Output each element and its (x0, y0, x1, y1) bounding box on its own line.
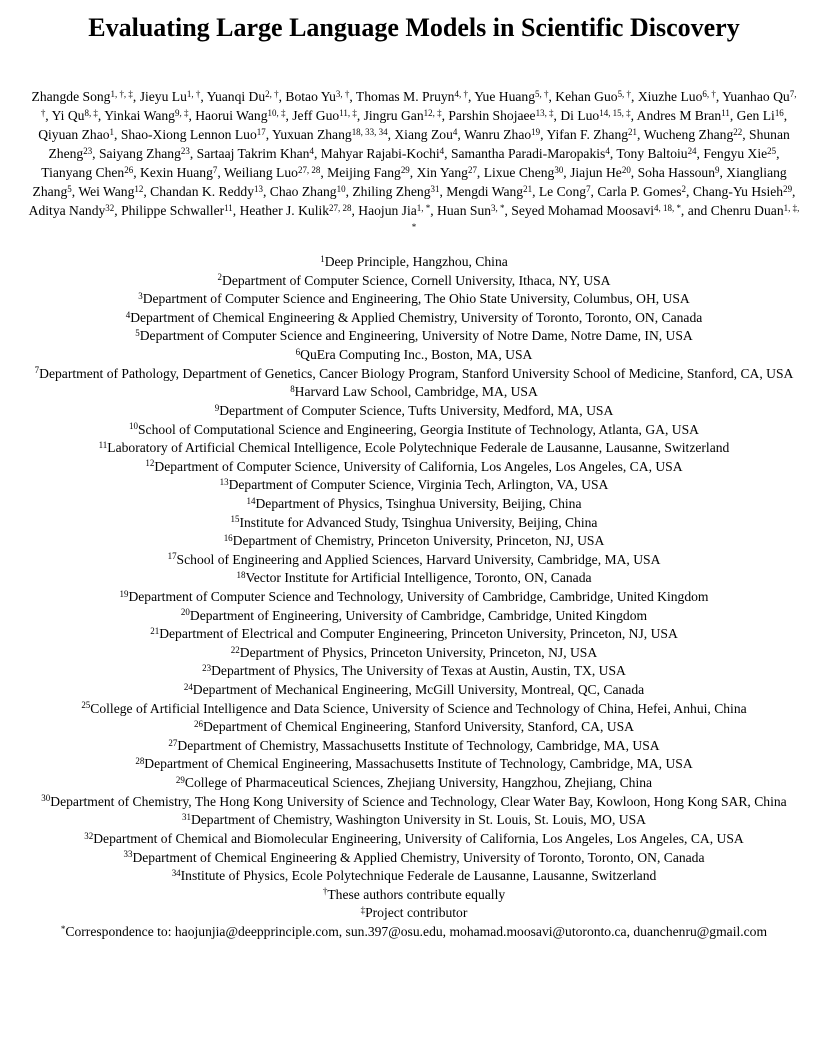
footnote-marker: ‡ (360, 905, 366, 916)
author: Aditya Nandy$^{32}$, (28, 203, 122, 219)
author-superscript: 29 (783, 184, 793, 195)
author: Di Luo$^{14, 15, \ddagger}$, (560, 107, 637, 124)
footnote: †These authors contribute equally (322, 886, 506, 902)
affiliation-marker: 15 (230, 514, 240, 525)
author-superscript: 32 (105, 203, 115, 214)
footnote-marker: * (60, 923, 66, 934)
author: Yi $Qu^{8, \ddagger}$, (51, 107, 105, 124)
author: Haojun Jia$^{1, *}$, (358, 203, 438, 219)
affiliation: $^{16}$Department of Chemistry, Princeton University, Princeton, NJ, USA (223, 532, 605, 549)
affiliation: $^{27}$Department of Chemistry, Massachusetts Institute of Technology, Cambridge, MA, USA (168, 737, 660, 753)
affiliation: $^{12}$Department of Computer Science, University of California, Los Angeles, Los Angeles, CA, USA (145, 458, 683, 474)
author-superscript: 22 (733, 126, 743, 137)
author: Chao Zhang$^{10}$, (269, 184, 353, 200)
author-superscript: 7 (212, 165, 218, 176)
affiliation: $^{19}$Department of Computer Science and Technology, University of Cambridge, Cambridge, United Kingdom (119, 588, 709, 604)
affiliation: $^{30}$Department of Chemistry, The Hong Kong University of Science and Technology, Clear Water Bay, Kowloon, Hong Kong SAR, China (41, 793, 787, 809)
affiliation: $^{11}$Laboratory of Artificial Chemical Intelligence, Ecole Polytechnique Federale de Lausanne, Lausanne, Switzerland (98, 439, 730, 456)
author-superscript: 4, † (454, 88, 468, 99)
author-superscript: 4 (452, 126, 458, 137)
author: Meijing Fang$^{29}$, (327, 165, 417, 181)
author: and Chenru Duan$^{1, \ddagger, *}$ (411, 203, 800, 233)
affiliation-marker: 29 (175, 774, 185, 785)
author-superscript: 23 (83, 145, 93, 156)
author-superscript: 8, ‡ (84, 107, 98, 118)
author-superscript: 27, 28 (329, 203, 352, 214)
author: Heather J. Kulik$^{27, 28}$, (239, 203, 359, 219)
author: Jeff Guo$^{11, \ddagger}$, (292, 107, 364, 124)
footnote-list (28, 886, 800, 942)
author-superscript: 2, † (265, 88, 279, 99)
author: Qiyuan Zhao$^1$, (38, 126, 121, 143)
author: Parshin Shojaee$^{13, \ddagger}$, (448, 107, 561, 124)
author: Xiang Zou$^4$, (394, 126, 464, 143)
author: Jingru Gan$^{12, \ddagger}$, (363, 107, 449, 124)
author: Yifan F. Zhang$^{21}$, (546, 126, 644, 143)
author-superscript: 1, †, ‡ (110, 88, 133, 99)
author-superscript: 4, 18, * (654, 203, 681, 214)
author-superscript: 13 (254, 184, 263, 195)
author: Xiuzhe Luo$^{6, \dagger}$, (637, 88, 723, 105)
affiliation: $^9$Department of Computer Science, Tufts University, Medford, MA, USA (214, 402, 614, 418)
author-superscript: 25 (767, 145, 777, 156)
affiliation: $^5$Department of Computer Science and Engineering, University of Notre Dame, Notre Dame, IN, USA (135, 328, 693, 344)
affiliation-marker: 32 (84, 830, 94, 841)
author: Soha Hassoun$^9$, (637, 165, 727, 181)
affiliation: $^{34}$Institute of Physics, Ecole Polytechnique Federale de Lausanne, Lausanne, Switzerland (171, 867, 657, 884)
affiliation-marker: 14 (246, 495, 256, 506)
author: Yinkai Wang$^{9, \ddagger}$, (104, 107, 196, 124)
author: Gen Li$^{16}$, (736, 107, 788, 124)
author: Sartaaj Takrim Khan$^4$, (196, 145, 321, 162)
affiliation: $^{17}$School of Engineering and Applied Sciences, Harvard University, Cambridge, MA, USA (167, 551, 661, 567)
author-superscript: 3, † (335, 88, 350, 99)
footnote: *Correspondence to: haojunjia@deepprinciple.com, sun.397@osu.edu, mohamad.moosavi@utoronto.ca, duanchenru@gmail.com (60, 923, 768, 939)
author: Xin Yang$^{27}$, (416, 165, 484, 181)
author-superscript: 27, 28 (297, 165, 321, 176)
author: Zhangde Song$^{1, \dagger, \ddagger}$, (31, 88, 140, 105)
author: Haorui Wang$^{10, \ddagger}$, (195, 107, 293, 124)
affiliation-marker: 9 (214, 402, 220, 413)
affiliation-marker: 26 (194, 718, 203, 729)
affiliation-marker: 25 (81, 700, 91, 711)
author: Wei Wang$^{12}$, (78, 184, 151, 200)
author: Xiangliang Zhang$^5$, (32, 165, 787, 200)
author: Jiajun He$^{20}$, (570, 165, 638, 181)
author-superscript: 17 (256, 126, 266, 137)
affiliation: $^6$QuEra Computing Inc., Boston, MA, USA (295, 346, 533, 363)
affiliation: $^{33}$Department of Chemical Engineering & Applied Chemistry, University of Toronto, Toronto, ON, Canada (123, 849, 705, 865)
affiliation: $^{23}$Department of Physics, The University of Texas at Austin, Austin, TX, USA (202, 663, 626, 679)
author: Yuanhao $Qu^{7, \dagger}$, (40, 88, 797, 124)
affiliation: $^{28}$Department of Chemical Engineering, Massachusetts Institute of Technology, Cambridge, MA, USA (135, 756, 693, 772)
author-superscript: 5, † (617, 88, 632, 99)
author-superscript: 24 (687, 145, 697, 156)
affiliation-marker: 5 (135, 328, 140, 339)
affiliation-marker: 6 (295, 346, 301, 357)
affiliation-marker: 30 (41, 793, 51, 804)
affiliation: $^{24}$Department of Mechanical Engineering, McGill University, Montreal, QC, Canada (183, 681, 645, 698)
affiliation-marker: 8 (290, 384, 295, 394)
affiliation-marker: 28 (135, 756, 145, 767)
author-superscript: 4 (309, 145, 314, 156)
author: Andres M Bran$^{11}$, (636, 107, 737, 124)
affiliation-marker: 12 (145, 458, 155, 469)
author-superscript: 9 (715, 165, 720, 176)
affiliation: $^2$Department of Computer Science, Cornell University, Ithaca, NY, USA (217, 272, 611, 288)
author-superscript: 29 (400, 165, 410, 176)
author-superscript: 5, † (535, 88, 549, 99)
affiliation-marker: 34 (171, 867, 181, 878)
author-superscript: 12, ‡ (423, 107, 442, 118)
affiliation: $^4$Department of Chemical Engineering & Applied Chemistry, University of Toronto, Toronto, ON, Canada (125, 309, 703, 325)
author-superscript: 10, ‡ (267, 107, 286, 118)
affiliation-marker: 19 (119, 588, 129, 599)
author: Weiliang Luo$^{27, 28}$, (223, 165, 328, 181)
author-superscript: 18, 33, 34 (351, 126, 388, 137)
author-superscript: 10 (336, 184, 346, 195)
author-superscript: 13, ‡ (535, 107, 554, 118)
author-superscript: 2 (681, 184, 687, 195)
author: Jieyu $Lu^{1, \dagger}$, (139, 88, 207, 105)
author: Mahyar Rajabi-Kochi$^4$, (320, 145, 451, 162)
affiliation-marker: 23 (202, 663, 212, 674)
author: Chang-Yu Hsieh$^{29}$, (692, 184, 796, 200)
author-superscript: 9, ‡ (174, 107, 189, 118)
author-superscript: 11 (224, 203, 233, 214)
affiliation-marker: 4 (125, 309, 131, 320)
author-superscript: 26 (124, 165, 134, 176)
author-superscript: 14, 15, ‡ (599, 107, 631, 118)
affiliation-marker: 24 (183, 681, 193, 692)
affiliation-marker: 1 (320, 253, 325, 264)
affiliation: $^{20}$Department of Engineering, University of Cambridge, Cambridge, United Kingdom (180, 607, 648, 623)
author: Wucheng Zhang$^{22}$, (643, 126, 750, 143)
author: Yuxuan Zhang$^{18, 33, 34}$, (272, 126, 395, 143)
affiliation: $^{29}$College of Pharmaceutical Sciences, Zhejiang University, Hangzhou, Zhejiang, China (175, 774, 653, 791)
author: Fengyu Xie$^{25}$, (703, 145, 780, 162)
affiliation: $^1$Deep Principle, Hangzhou, China (320, 253, 508, 270)
author: Saiyang Zhang$^{23}$, (98, 145, 197, 162)
author-superscript: 11, ‡ (339, 107, 357, 118)
footnote: ‡Project contributor (360, 905, 468, 921)
author: Kehan Guo$^{5, \dagger}$, (555, 88, 638, 105)
author: Yuanqi $Du^{2, \dagger}$, (206, 88, 286, 105)
author: Wanru Zhao$^{19}$, (463, 126, 547, 143)
author-superscript: 20 (621, 165, 631, 176)
affiliation-marker: 22 (230, 644, 240, 655)
author-superscript: 21 (628, 126, 638, 137)
affiliation: $^{31}$Department of Chemistry, Washington University in St. Louis, St. Louis, MO, USA (181, 812, 646, 828)
affiliation: $^{22}$Department of Physics, Princeton University, Princeton, NJ, USA (230, 644, 598, 660)
author-superscript: 19 (531, 126, 541, 137)
author-superscript: 11 (721, 107, 730, 118)
author-superscript: 1, * (416, 203, 431, 214)
affiliation: $^{32}$Department of Chemical and Biomolecular Engineering, University of California, Los Angeles, Los Angeles, CA, USA (84, 830, 744, 846)
author-superscript: 1, ‡, * (411, 203, 800, 233)
affiliation: $^{25}$College of Artificial Intelligence and Data Science, University of Science and Technology of China, Hefei, Anhui, China (81, 700, 747, 716)
author-superscript: 16 (774, 107, 784, 118)
author: Kexin Huang$^7$, (140, 165, 224, 181)
author-superscript: 12 (134, 184, 144, 195)
affiliation-list (28, 253, 800, 886)
author: Seyed Mohamad Moosavi$^{4, 18, *}$, (511, 203, 688, 219)
author: Thomas M. Pruyn$^{4, \dagger}$, (355, 88, 475, 105)
affiliation-marker: 16 (223, 532, 233, 543)
author: Huan Sun$^{3, *}$, (437, 203, 512, 219)
affiliation-marker: 3 (138, 290, 143, 301)
author: Philippe Schwaller$^{11}$, (121, 203, 240, 219)
author: Lixue Cheng$^{30}$, (483, 165, 571, 181)
affiliation-marker: 2 (217, 272, 222, 283)
affiliation-marker: 18 (236, 570, 246, 581)
author-superscript: 30 (554, 165, 564, 176)
author: Botao $Yu^{3, \dagger}$, (285, 88, 356, 105)
affiliation: $^{10}$School of Computational Science and Engineering, Georgia Institute of Technology, Atlanta, GA, USA (129, 421, 699, 437)
author: Samantha Paradi-Maropakis$^4$, (450, 145, 617, 162)
author-superscript: 5 (67, 184, 72, 195)
author-superscript: 4 (439, 145, 445, 156)
affiliation-marker: 17 (167, 551, 177, 562)
author: Le Cong$^7$, (538, 184, 598, 200)
author: Shunan Zheng$^{23}$, (48, 127, 790, 162)
author-superscript: 31 (430, 184, 440, 195)
affiliation-marker: 10 (129, 421, 138, 432)
author-superscript: 3, * (491, 203, 505, 214)
author: Carla P. Gomes$^2$, (597, 184, 693, 200)
author-superscript: 23 (180, 145, 190, 156)
author: Mengdi Wang$^{21}$, (446, 184, 539, 200)
affiliation-marker: 20 (180, 607, 190, 618)
author-superscript: 1, † (186, 88, 201, 99)
author-superscript: 7, † (40, 88, 797, 118)
paper-title: Evaluating Large Language Models in Scientific Discovery (88, 13, 740, 42)
affiliation: $^{13}$Department of Computer Science, Virginia Tech, Arlington, VA, USA (219, 477, 609, 493)
author-superscript: 21 (523, 184, 533, 195)
author: Yue Huang$^{5, \dagger}$, (474, 88, 556, 105)
author-list (28, 87, 800, 239)
author: Tony Baltoiu$^{24}$, (616, 145, 704, 162)
affiliation-marker: 27 (168, 737, 178, 748)
author: Tianyang Chen$^{26}$, (41, 165, 140, 181)
author: Shao-Xiong Lennon Luo$^{17}$, (120, 126, 273, 143)
author-superscript: 4 (605, 145, 610, 156)
affiliation: $^{14}$Department of Physics, Tsinghua University, Beijing, China (246, 495, 582, 511)
affiliation-marker: 21 (150, 625, 160, 636)
affiliation: $^{18}$Vector Institute for Artificial Intelligence, Toronto, ON, Canada (236, 570, 592, 586)
affiliation: $^{15}$Institute for Advanced Study, Tsinghua University, Beijing, China (230, 514, 598, 530)
affiliation: $^3$Department of Computer Science and Engineering, The Ohio State University, Columbus, OH, USA (138, 290, 690, 307)
affiliation: $^7$Department of Pathology, Department of Genetics, Cancer Biology Program, Stanford University School of Medicine, Stanford, CA, USA (34, 365, 794, 381)
affiliation-marker: 7 (34, 365, 40, 376)
affiliation-marker: 11 (98, 439, 108, 450)
author-superscript: 7 (586, 184, 591, 195)
author-superscript: 6, † (702, 88, 716, 99)
author: Zhiling Zheng$^{31}$, (352, 184, 447, 200)
author-superscript: 1 (109, 126, 115, 137)
affiliation: $^{21}$Department of Electrical and Computer Engineering, Princeton University, Princeton, NJ, USA (150, 625, 678, 642)
author: Chandan K. Reddy$^{13}$, (150, 184, 270, 200)
affiliation: $^8$Harvard Law School, Cambridge, MA, USA (290, 384, 538, 400)
affiliation-marker: 31 (181, 812, 191, 823)
footnote-marker: † (322, 886, 328, 897)
author-superscript: 27 (467, 165, 477, 176)
affiliation: $^{26}$Department of Chemical Engineering, Stanford University, Stanford, CA, USA (194, 718, 634, 735)
affiliation-marker: 33 (123, 849, 133, 860)
affiliation-marker: 13 (219, 477, 229, 488)
